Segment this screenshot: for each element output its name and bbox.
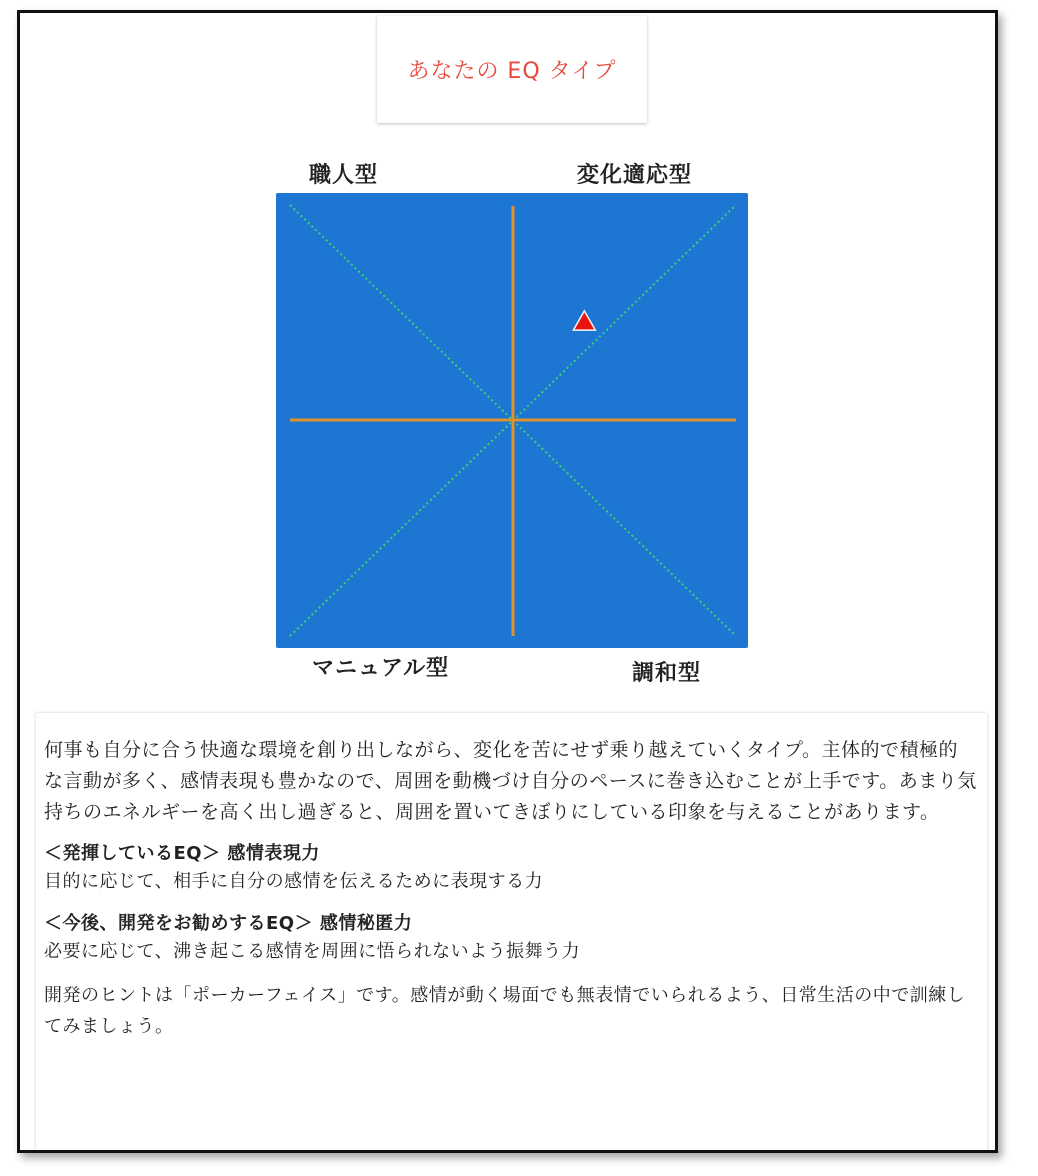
current-eq-body: 目的に応じて、相手に自分の感情を伝えるために表現する力 [44, 871, 544, 892]
development-hint: 開発のヒントは「ポーカーフェイス」です。感情が動く場面でも無表情でいられるよう、日常生活の中で訓練してみましょう。 [44, 985, 966, 1037]
description-card [36, 713, 987, 1153]
type-description: 何事も自分に合う快適な環境を創り出しながら、変化を苦にせず乗り越えていくタイプ。主体的で積極的な言動が多く、感情表現も豊かなので、周囲を動機づけ自分のペースに巻き込むことが上手です。あまり気持ちのエネルギーを高く出し過ぎると、周囲を置いてきぼりにしている印象を与えることがあります。 [44, 739, 977, 823]
quadrant-label-top-right: 変化適応型 [577, 163, 693, 188]
recommended-eq-body: 必要に応じて、沸き起こる感情を周囲に悟られないよう振舞う力 [44, 941, 581, 962]
current-eq-heading: ＜発揮しているEQ＞ 感情表現力 [44, 843, 320, 864]
quadrant-label-bottom-left: マニュアル型 [312, 656, 450, 681]
quadrant-label-bottom-right: 調和型 [632, 661, 702, 686]
eq-type-matrix [276, 193, 748, 648]
title-card [377, 16, 647, 123]
recommended-eq-heading: ＜今後、開発をお勧めするEQ＞ 感情秘匿力 [44, 913, 413, 934]
page-title: あなたの EQ タイプ [407, 59, 617, 84]
quadrant-label-top-left: 職人型 [309, 163, 379, 188]
eq-result-panel [17, 10, 998, 1153]
